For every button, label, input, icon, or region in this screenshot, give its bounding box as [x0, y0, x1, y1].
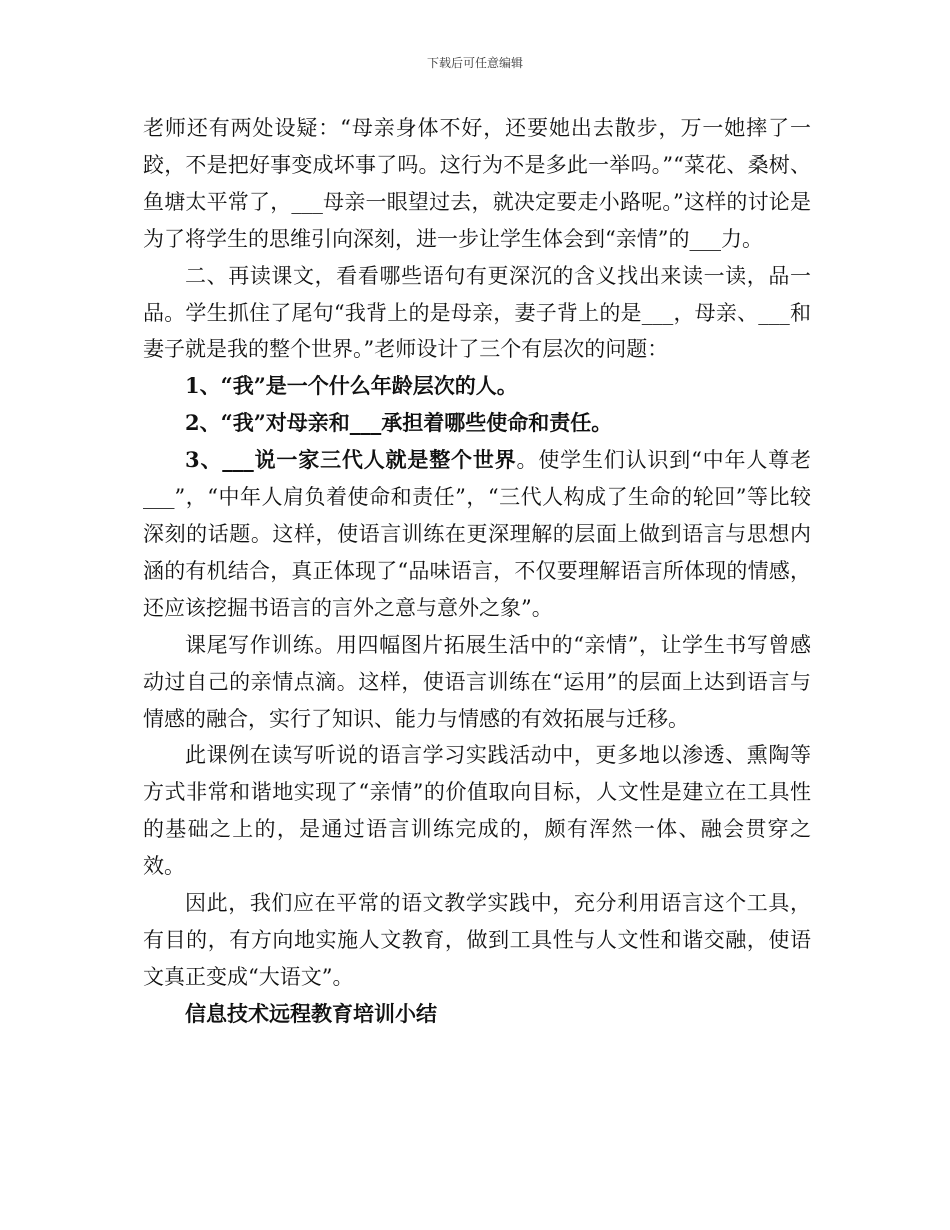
paragraph: 此课例在读写听说的语言学习实践活动中，更多地以渗透、熏陶等方式非常和谐地实现了“亲情”的价值取向目标，人文性是建立在工具性的基础之上的，是通过语言训练完成的，颇有浑然一体、融会贯穿之效。 — [143, 743, 811, 879]
question-item: 2、“我”对母亲和___承担着哪些使命和责任。 — [185, 410, 613, 436]
document-body — [143, 110, 811, 1033]
page-header: 下载后可任意编辑 — [426, 56, 523, 70]
section-title: 信息技术远程教育培训小结 — [185, 1000, 437, 1026]
question-item-text: 。使学生们认识到“中年人尊老___”，“中年人肩负着使命和责任”，“三代人构成了生命的轮回”等比较深刻的话题。这样，使语言训练在更深理解的层面上做到语言与思想内涵的有机结合，真正体现了“品味语言，不仅要理解语言所体现的情感，还应该挖掘书语言的言外之意与意外之象”。 — [143, 448, 811, 620]
question-item — [143, 442, 811, 627]
paragraph: 老师还有两处设疑：“母亲身体不好，还要她出去散步，万一她摔了一跤，不是把好事变成坏事了吗。这行为不是多此一举吗。”“菜花、桑树、鱼塘太平常了，___母亲一眼望过去，就决定要走小路呢。”这样的讨论是为了将学生的思维引向深刻，进一步让学生体会到“亲情”的___力。 — [143, 116, 811, 251]
paragraph: 因此，我们应在平常的语文教学实践中，充分利用语言这个工具，有目的，有方向地实施人文教育，做到工具性与人文性和谐交融，使语文真正变成“大语文”。 — [143, 891, 811, 989]
paragraph: 课尾写作训练。用四幅图片拓展生活中的“亲情”，让学生书写曾感动过自己的亲情点滴。这样，使语言训练在“运用”的层面上达到语言与情感的融合，实行了知识、能力与情感的有效拓展与迁移。 — [143, 632, 811, 731]
paragraph: 二、再读课文，看看哪些语句有更深沉的含义找出来读一读，品一品。学生抓住了尾句“我背上的是母亲，妻子背上的是___，母亲、___和妻子就是我的整个世界。”老师设计了三个有层次的问题： — [143, 263, 811, 362]
question-item: 1、“我”是一个什么年龄层次的人。 — [185, 373, 518, 399]
question-item-bold: 3、___说一家三代人就是整个世界 — [185, 447, 517, 473]
